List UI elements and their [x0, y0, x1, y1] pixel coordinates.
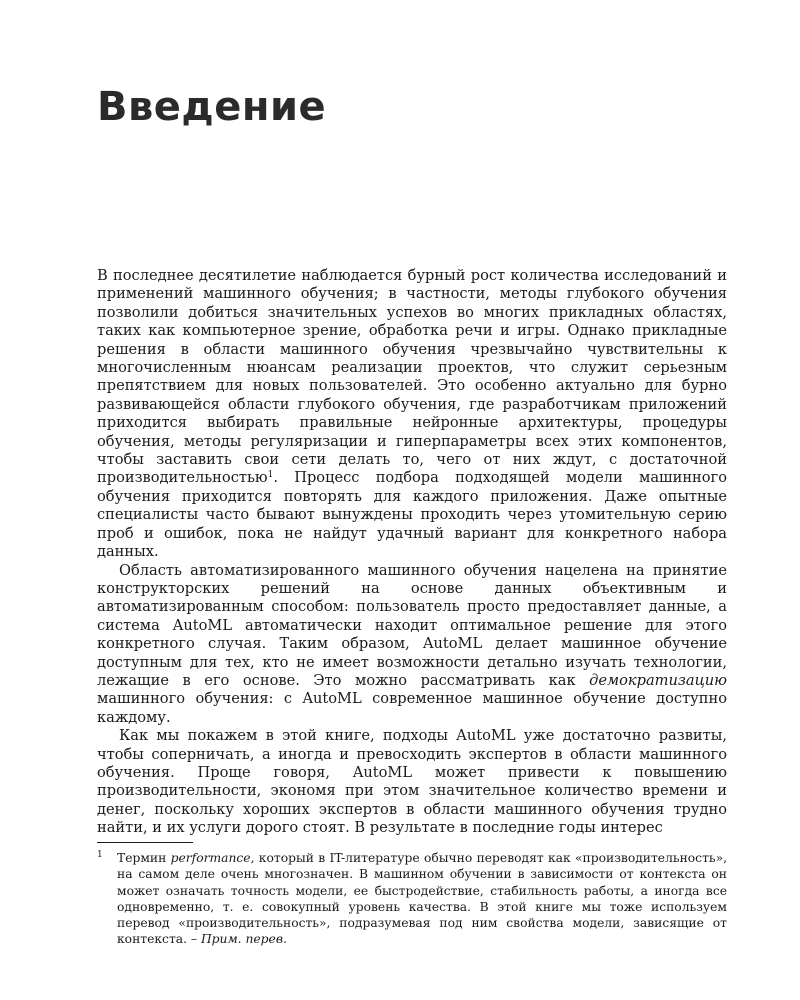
footnote-reference: 1 — [267, 470, 274, 481]
body-text — [97, 267, 727, 838]
paragraph-1-text-a: В последнее десятилетие наблюдается бурный рост количества исследований и применений машинного обучения; в частности, методы глубокого обучения позволили добиться значительных успехов во многих прикладных областях, таких как компьютерное зрение, обработка речи и игры. Однако прикладные решения в области машинного обучения чрезвычайно чувствительны к многочисленным нюансам реализации проектов, что служит серьезным препятствием для новых пользователей. Это особенно актуально для бурно развивающейся области глубокого обучения, где разработчикам приложений приходится выбирать правильные нейронные архитектуры, процедуры обучения, методы регуляризации и гиперпараметры всех этих компонентов, чтобы заставить свои сети делать то, чего от них ждут, с достаточной производительностью — [97, 267, 727, 487]
paragraph-3: Как мы покажем в этой книге, подходы AutoML уже достаточно развиты, чтобы соперничать, а иногда и превосходить экспертов в области машинного обучения. Проще говоря, AutoML может привести к повышению производительности, экономя при этом значительное количество времени и денег, поскольку хороших экспертов в области машинного обучения трудно найти, и их услуги дорого стоят. В результате в последние годы интерес — [97, 727, 727, 837]
paragraph-1-text-b: . Процесс подбора подходящей модели машинного обучения приходится повторять для каждого приложения. Даже опытные специалисты часто бывают вынуждены проходить через утомительную серию проб и ошибок, пока не найдут удачный вариант для конкретного набора данных. — [97, 469, 727, 561]
paragraph-2-emphasis: демократизацию — [589, 671, 727, 689]
paragraph-2-text-a: Область автоматизированного машинного обучения нацелена на принятие конструкторских решений на основе данных объективным и автоматизированным способом: пользователь просто предоставляет данные, а система AutoML автоматически находит оптимальное решение для этого конкретного случая. Таким образом, AutoML делает машинное обучение доступным для тех, кто не имеет возможности детально изучать технологии, лежащие в его основе. Это можно рассматривать как — [97, 561, 727, 689]
footnote-mark: 1 — [97, 850, 103, 860]
footnote-text-a: Термин — [117, 851, 171, 865]
chapter-title: Введение — [97, 84, 327, 130]
footnote-translator-note: Прим. перев. — [200, 932, 287, 947]
paragraph-2-text-b: машинного обучения: с AutoML современное машинное обучение доступно каждому. — [97, 690, 727, 726]
paragraph-2 — [97, 562, 727, 728]
footnote-term: performance — [170, 851, 251, 865]
paragraph-1 — [97, 267, 727, 562]
footnote — [97, 850, 727, 948]
footnote-text-b: , который в IT-литературе обычно переводят как «производительность», на самом деле очень многозначен. В машинном обучении в зависимости от контекста он может означать точность модели, ее быстродействие, стабильность работы, а иногда все одновременно, т. е. совокупный уровень качества. В этой книге мы тоже используем перевод «производительность», подразумевая под ним свойства модели, зависящие от контекста. – — [117, 851, 727, 947]
footnote-text — [117, 850, 727, 948]
footnote-divider — [97, 842, 193, 843]
